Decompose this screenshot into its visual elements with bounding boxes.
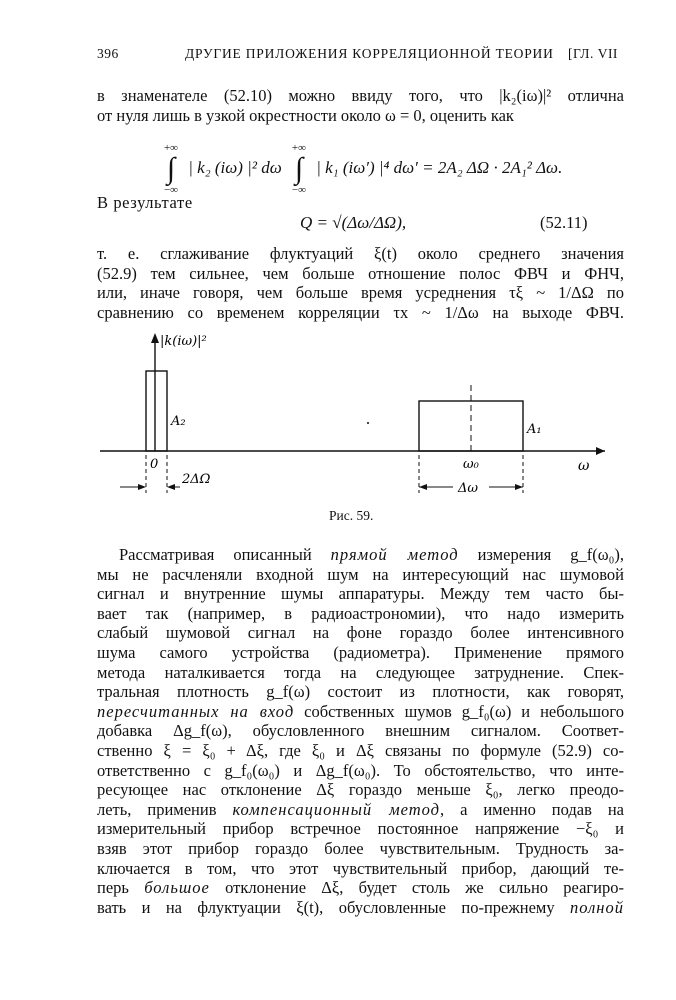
- text-line: метода наталкивается тогда на следующее затруднение. Спек-: [97, 662, 624, 682]
- zero-label: 0: [150, 457, 159, 472]
- text-run: , а именно подав на: [440, 799, 625, 819]
- emphasis: прямой метод: [330, 545, 459, 564]
- equation-q: Q = √(Δω/ΔΩ),: [300, 213, 407, 232]
- text-line: добавка Δg_f(ω), обусловленного внешним сигналом. Соответ-: [97, 721, 624, 741]
- text-line: взяв этот прибор гораздо более чувствительным. Трудность за-: [97, 838, 624, 858]
- text-line: ресующее нас отклонение Δξ гораздо меньше ξ₀, легко преодо-: [97, 780, 624, 800]
- integrand-2: | k₁ (iω′) |⁴ dω′ = 2A₂ ΔΩ · 2A₁² Δω.: [316, 157, 563, 177]
- lowpass-height-label: A₂: [171, 414, 186, 429]
- text-line: (52.9) тем сильнее, чем больше отношение полос ФВЧ и ФНЧ,: [97, 263, 624, 283]
- dim-arrow: [138, 484, 146, 490]
- text-line: [97, 545, 624, 565]
- integral-sign: [286, 142, 312, 196]
- integral-formula: [158, 142, 562, 196]
- dim-arrow: [167, 484, 175, 490]
- text-run: отклонение Δξ, будет столь же сильно реагиро-: [209, 878, 624, 898]
- text-run: вать и на флуктуации ξ(t), обусловленные по-прежнему: [97, 897, 571, 917]
- highpass-height-label: A₁: [527, 422, 542, 437]
- text-line: в знаменателе (52.10) можно ввиду того, что |k₂(iω)|² отлична: [97, 86, 624, 105]
- page-number: 396: [97, 46, 119, 61]
- dim-arrow: [419, 484, 427, 490]
- figure-caption: Рис. 59.: [329, 508, 374, 523]
- dim-arrow: [515, 484, 523, 490]
- text-run: измерения g_f(ω₀),: [458, 545, 624, 564]
- upper-limit: +∞: [163, 142, 179, 154]
- x-axis-label: ω: [578, 458, 590, 474]
- highpass-width-label: Δω: [458, 481, 478, 496]
- text-run: перь: [97, 878, 145, 898]
- chapter-label: [ГЛ. VII: [568, 46, 618, 61]
- lowpass-rect: [146, 371, 167, 451]
- text-line: ключается в том, что этот чувствительный прибор, дающий те-: [97, 858, 624, 878]
- text-line: т. е. сглаживание флуктуаций ξ(t) около среднего значения: [97, 244, 624, 263]
- text-run: собственных шумов g_f₀(ω) и небольшого: [294, 701, 624, 721]
- text-line: измерительный прибор встречное постоянное напряжение −ξ₀ и: [97, 819, 624, 839]
- integral-symbol: ∫: [294, 152, 304, 185]
- y-axis-label: |k(iω)|²: [160, 334, 207, 349]
- lower-limit: −∞: [163, 184, 179, 196]
- upper-limit: +∞: [291, 142, 306, 154]
- x-axis-arrow: [596, 447, 605, 455]
- text-run: Рассматривая описанный: [119, 545, 331, 564]
- running-title: ДРУГИЕ ПРИЛОЖЕНИЯ КОРРЕЛЯЦИОННОЙ ТЕОРИИ: [185, 46, 554, 61]
- text-line: от нуля лишь в узкой окрестности около ω = 0, оценить как: [97, 105, 514, 125]
- lowpass-width-label: 2ΔΩ: [182, 472, 211, 487]
- result-word: В результате: [97, 193, 193, 212]
- emphasis: большое: [144, 878, 210, 898]
- text-line: мы не расчленяли входной шум на интересующий нас шумовой: [97, 564, 624, 584]
- text-line: тральная плотность g_f(ω) состоит из плотности, как говорят,: [97, 682, 624, 702]
- paragraph-2: [97, 244, 624, 322]
- center-label: ω₀: [463, 457, 479, 472]
- text-line: сигнал и внутренние шумы аппаратуры. Между тем часто бы-: [97, 584, 624, 604]
- text-line: ственно ξ = ξ₀ + Δξ, где ξ₀ и Δξ связаны по формуле (52.9) со-: [97, 740, 624, 760]
- text-line: ответственно с g_f₀(ω₀) и Δg_f(ω₀). То обстоятельство, что инте-: [97, 760, 624, 780]
- text-run: леть, применив: [97, 799, 233, 819]
- text-line: сравнению со временем корреляции τx ~ 1/Δω на выходе ФВЧ.: [97, 302, 624, 322]
- text-line: [97, 702, 624, 722]
- paragraph-1: [97, 86, 624, 125]
- text-line: шума самого устройства (радиометра). Применение прямого: [97, 642, 624, 662]
- text-line: [97, 898, 624, 918]
- text-line: слабый шумовой сигнал на фоне гораздо более интенсивного: [97, 623, 624, 643]
- integrand-1: | k₂ (iω) |² dω: [188, 157, 282, 177]
- figure-59: [100, 325, 610, 500]
- text-line: или, иначе говоря, чем больше время усреднения τξ ~ 1/ΔΩ по: [97, 283, 624, 303]
- text-line: вает так (например, в радиоастрономии), что надо измерить: [97, 603, 624, 623]
- emphasis: компенсационный метод: [232, 799, 441, 819]
- paragraph-3: [97, 545, 624, 917]
- y-axis-arrow: [151, 333, 159, 343]
- text-line: [97, 800, 624, 820]
- lower-limit: −∞: [291, 184, 306, 196]
- integral-sign: [158, 142, 184, 196]
- emphasis: пересчитанных на вход: [97, 701, 295, 721]
- equation-number: (52.11): [540, 213, 588, 232]
- integral-symbol: ∫: [166, 152, 176, 185]
- speck: [367, 422, 369, 424]
- text-line: [97, 878, 624, 898]
- emphasis: полной: [570, 897, 624, 917]
